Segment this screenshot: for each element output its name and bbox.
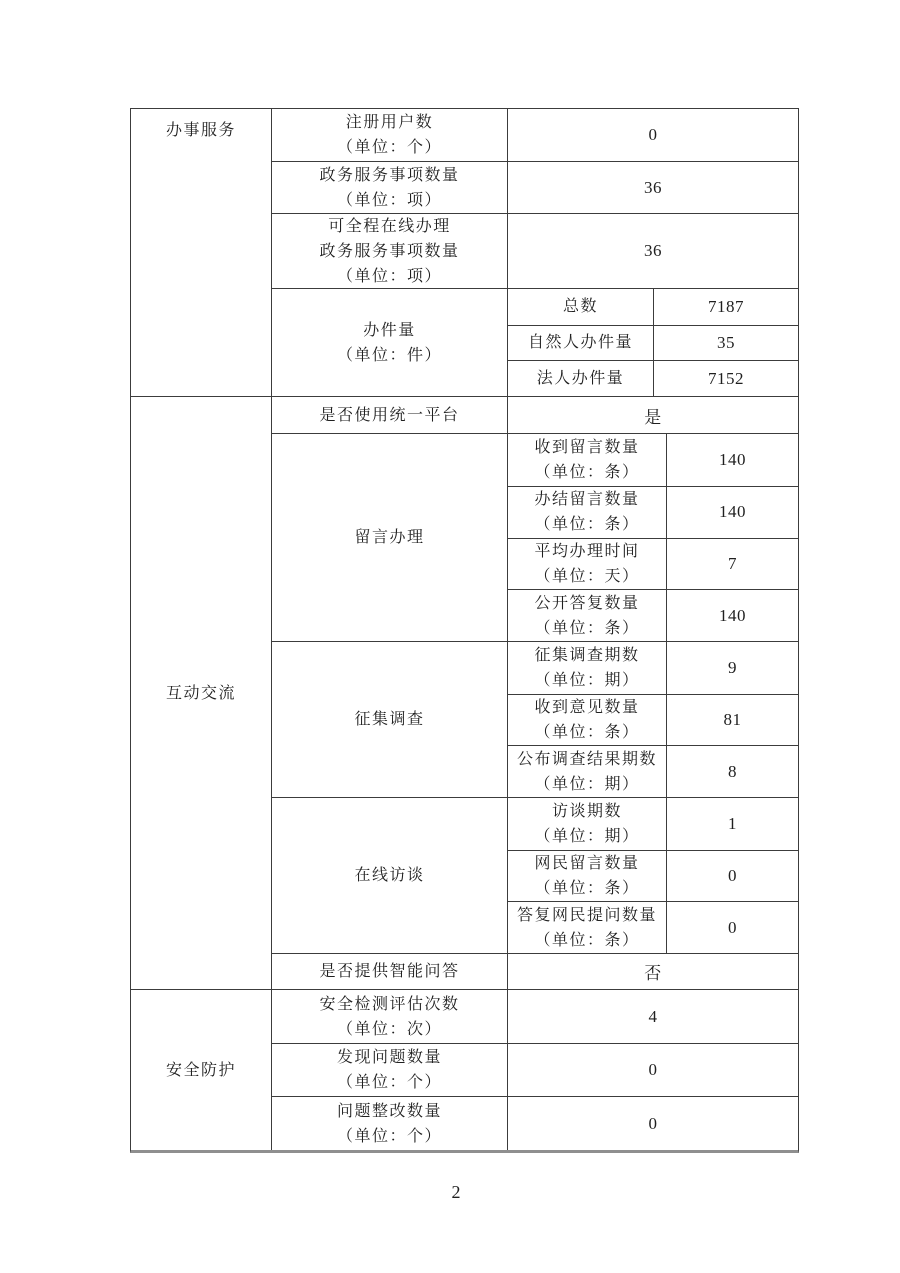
label-line: 安全检测评估次数 <box>319 995 460 1013</box>
sub-row-value: 7152 <box>708 368 744 388</box>
label-line: （单位：天） <box>534 567 640 585</box>
row-value-area <box>508 434 798 641</box>
section-rows <box>272 990 798 1150</box>
table-row <box>272 397 798 433</box>
table-row <box>272 288 798 396</box>
sub-row-value: 7187 <box>708 296 744 316</box>
row-value-area <box>508 162 798 213</box>
row-value-area <box>508 289 798 396</box>
label-line: 答复网民提问数量 <box>516 906 657 924</box>
row-value: 36 <box>644 241 662 260</box>
section-label-cell <box>131 109 272 396</box>
label-line: （单位：次） <box>336 1020 442 1038</box>
sub-row-label-cell <box>508 851 666 902</box>
sub-row-value-cell <box>666 695 798 746</box>
sub-row <box>508 850 798 902</box>
row-value-cell <box>508 990 798 1043</box>
label-line: （单位：期） <box>534 671 640 689</box>
table-row <box>272 1043 798 1096</box>
sub-row-label-cell <box>508 695 666 746</box>
sub-row <box>508 289 798 325</box>
section-label-text: 互动交流 <box>165 684 236 702</box>
label-line: 政务服务事项数量 <box>319 166 460 184</box>
row-label-cell <box>272 1097 508 1150</box>
sub-row <box>508 486 798 538</box>
label-line: （单位：期） <box>534 775 640 793</box>
row-label-cell <box>272 434 508 641</box>
sub-row-value-cell <box>666 851 798 902</box>
sub-row-value-cell <box>666 642 798 694</box>
row-value-cell <box>508 1097 798 1150</box>
sub-row-value-cell <box>666 902 798 953</box>
label-line: （单位：期） <box>534 827 640 845</box>
sub-row <box>508 538 798 590</box>
table-row <box>272 109 798 161</box>
label-line: 总数 <box>562 298 598 316</box>
label-line: 是否提供智能问答 <box>319 963 460 980</box>
row-value-area <box>508 954 798 989</box>
sub-row-value-cell <box>666 539 798 590</box>
sub-row-value-cell <box>653 326 798 361</box>
sub-row-value: 9 <box>728 657 737 677</box>
row-label-cell <box>272 990 508 1043</box>
section-rows <box>272 397 798 989</box>
label-line: （单位：条） <box>534 619 640 637</box>
table-row <box>272 161 798 213</box>
label-line: 政务服务事项数量 <box>319 242 460 260</box>
label-line: 公开答复数量 <box>534 594 640 612</box>
row-value-cell <box>508 214 798 288</box>
label-line: 注册用户数 <box>345 114 434 131</box>
sub-row-value: 140 <box>719 502 746 522</box>
label-line: 征集调查 <box>354 711 425 728</box>
sub-row-value: 7 <box>728 553 737 573</box>
sub-row-value: 0 <box>728 865 737 885</box>
row-label-cell <box>272 954 508 989</box>
row-label-cell <box>272 642 508 797</box>
label-line: （单位：条） <box>534 516 640 534</box>
label-line: （单位：条） <box>534 723 640 741</box>
sub-row-value-cell <box>666 434 798 486</box>
label-line: 征集调查期数 <box>534 646 640 664</box>
sub-row <box>508 434 798 486</box>
row-label-cell <box>272 798 508 953</box>
row-value-area <box>508 1097 798 1150</box>
label-line: 办结留言数量 <box>534 491 640 509</box>
sub-row-label-cell <box>508 326 653 361</box>
sub-row <box>508 694 798 746</box>
row-label-cell <box>272 109 508 161</box>
row-value-cell <box>508 1044 798 1096</box>
sub-row-value: 140 <box>719 449 746 469</box>
row-value: 36 <box>644 177 662 197</box>
sub-row-value-cell <box>666 798 798 850</box>
sub-row-label-cell <box>508 434 666 486</box>
label-line: （单位：个） <box>336 1074 442 1091</box>
sub-row-value-cell <box>666 746 798 797</box>
row-value-cell <box>508 162 798 213</box>
sub-row-label-cell <box>508 590 666 641</box>
row-value-area <box>508 397 798 433</box>
sub-row-value: 8 <box>728 761 737 781</box>
label-line: （单位：件） <box>336 346 442 364</box>
label-line: （单位：条） <box>534 931 640 949</box>
label-line: 在线访谈 <box>354 867 425 884</box>
label-line: （单位：项） <box>336 267 442 285</box>
label-line: （单位：条） <box>534 879 640 897</box>
table-section <box>131 989 798 1150</box>
sub-row-label-cell <box>508 289 653 325</box>
row-value: 0 <box>648 125 658 144</box>
sub-row <box>508 745 798 797</box>
row-value-area <box>508 214 798 288</box>
row-label-cell <box>272 162 508 213</box>
sub-row-value: 1 <box>728 813 737 833</box>
label-line: （单位：个） <box>336 1127 442 1145</box>
label-line: 是否使用统一平台 <box>319 406 460 424</box>
table-row <box>272 990 798 1043</box>
table-row <box>272 641 798 797</box>
label-line: 问题整改数量 <box>336 1102 442 1120</box>
label-line: 网民留言数量 <box>534 854 640 872</box>
label-line: 公布调查结果期数 <box>516 750 657 768</box>
section-rows <box>272 109 798 396</box>
row-value-area <box>508 798 798 953</box>
table-section <box>131 109 798 396</box>
label-line: （单位：个） <box>336 139 442 156</box>
row-value: 是 <box>644 407 662 427</box>
sub-row-value: 140 <box>719 605 746 625</box>
sub-row-value: 81 <box>723 709 742 729</box>
section-label-cell <box>131 990 272 1150</box>
label-line: 发现问题数量 <box>336 1049 442 1066</box>
sub-row-value-cell <box>666 487 798 538</box>
annual-report-table <box>130 108 799 1153</box>
label-line: 收到意见数量 <box>534 698 640 716</box>
row-label-cell <box>272 397 508 433</box>
sub-row-label-cell <box>508 746 666 797</box>
sub-row <box>508 798 798 850</box>
row-value-area <box>508 1044 798 1096</box>
sub-row-label-cell <box>508 487 666 538</box>
sub-row-label-cell <box>508 902 666 953</box>
sub-row <box>508 360 798 396</box>
sub-row-value: 35 <box>717 332 735 352</box>
sub-row <box>508 642 798 694</box>
label-line: （单位：条） <box>534 463 640 481</box>
row-label-cell <box>272 289 508 396</box>
section-label-cell <box>131 397 272 989</box>
sub-row-value-cell <box>653 289 798 325</box>
row-value-cell <box>508 397 798 433</box>
row-value: 0 <box>648 1113 658 1133</box>
sub-row <box>508 589 798 641</box>
sub-row-value-cell <box>666 590 798 641</box>
sub-row-value-cell <box>653 361 798 396</box>
label-line: 收到留言数量 <box>534 438 640 456</box>
label-line: 留言办理 <box>354 529 425 546</box>
sub-row-label-cell <box>508 361 653 396</box>
table-section <box>131 396 798 989</box>
row-value-area <box>508 642 798 797</box>
table-row <box>272 1096 798 1150</box>
table-row <box>272 433 798 641</box>
sub-row-label-cell <box>508 798 666 850</box>
row-value-area <box>508 109 798 161</box>
sub-row <box>508 901 798 953</box>
row-label-cell <box>272 214 508 288</box>
table-row <box>272 953 798 989</box>
row-value: 否 <box>644 964 662 983</box>
row-label-cell <box>272 1044 508 1096</box>
section-label-text: 办事服务 <box>165 122 236 139</box>
sub-row <box>508 325 798 361</box>
table-row <box>272 213 798 288</box>
label-line: 自然人办件量 <box>527 334 633 352</box>
label-line: 访谈期数 <box>551 802 622 820</box>
row-value-cell <box>508 954 798 989</box>
label-line: （单位：项） <box>336 191 442 209</box>
row-value-cell <box>508 109 798 161</box>
section-label-text: 安全防护 <box>165 1061 236 1079</box>
label-line: 平均办理时间 <box>534 542 640 560</box>
row-value-area <box>508 990 798 1043</box>
table-row <box>272 797 798 953</box>
row-value: 4 <box>648 1006 658 1026</box>
row-value: 0 <box>648 1060 658 1079</box>
sub-row-label-cell <box>508 642 666 694</box>
label-line: 法人办件量 <box>536 370 625 388</box>
sub-row-label-cell <box>508 539 666 590</box>
label-line: 办件量 <box>363 321 416 339</box>
label-line: 可全程在线办理 <box>328 217 451 235</box>
sub-row-value: 0 <box>728 917 737 937</box>
page-number: 2 <box>451 1182 461 1202</box>
